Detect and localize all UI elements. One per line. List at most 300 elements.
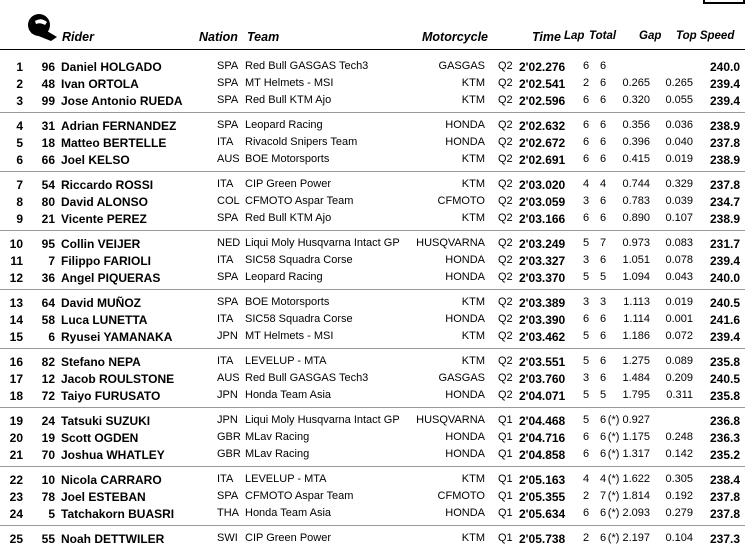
position: 25 <box>9 532 23 546</box>
top-speed: 240.5 <box>709 296 740 310</box>
nation: SPA <box>217 271 239 283</box>
position: 6 <box>16 153 23 167</box>
session: Q2 <box>498 60 513 72</box>
gap-first: 1.484 <box>622 372 650 384</box>
table-row <box>0 488 745 505</box>
rider-name: Filippo FARIOLI <box>61 254 151 268</box>
motorcycle: KTM <box>461 296 485 308</box>
best-lap: 4 <box>583 473 590 485</box>
motorcycle: KTM <box>461 178 485 190</box>
best-lap: 6 <box>583 60 590 72</box>
motorcycle: HONDA <box>445 136 485 148</box>
rider-number: 18 <box>41 136 55 150</box>
position: 13 <box>9 296 23 310</box>
motorcycle: CFMOTO <box>437 490 485 502</box>
gap-previous: 0.078 <box>665 254 693 266</box>
lap-time: 2'03.389 <box>519 296 566 310</box>
session: Q2 <box>498 178 513 190</box>
group-divider <box>0 230 745 231</box>
gap-previous: 0.040 <box>665 136 693 148</box>
table-row <box>0 92 745 109</box>
motorcycle: HONDA <box>445 254 485 266</box>
gap-first: (*) 1.175 <box>607 431 650 443</box>
session: Q1 <box>498 431 513 443</box>
session: Q1 <box>498 490 513 502</box>
team: Rivacold Snipers Team <box>245 136 358 148</box>
nation: ITA <box>217 178 234 190</box>
top-speed: 238.9 <box>709 212 740 226</box>
corner-frame <box>703 0 745 4</box>
gap-previous: 0.089 <box>665 355 693 367</box>
gap-first: 1.051 <box>622 254 650 266</box>
best-lap: 6 <box>583 94 590 106</box>
gap-previous: 0.083 <box>665 237 693 249</box>
rider-number: 48 <box>41 77 55 91</box>
rider-name: Scott OGDEN <box>61 431 139 445</box>
best-lap: 6 <box>583 507 590 519</box>
total-laps: 4 <box>600 178 607 190</box>
motorcycle: GASGAS <box>438 372 485 384</box>
total-laps: 6 <box>600 414 607 426</box>
group-divider <box>0 289 745 290</box>
motorcycle: HUSQVARNA <box>416 414 485 426</box>
position: 20 <box>9 431 23 445</box>
best-lap: 6 <box>583 212 590 224</box>
gap-first: 0.890 <box>622 212 650 224</box>
total-laps: 6 <box>600 212 607 224</box>
position: 4 <box>16 119 23 133</box>
session: Q2 <box>498 330 513 342</box>
lap-time: 2'03.249 <box>519 237 566 251</box>
total-laps: 6 <box>600 60 607 72</box>
team: Honda Team Asia <box>245 389 332 401</box>
gap-first: 0.973 <box>622 237 650 249</box>
top-speed: 235.2 <box>709 448 740 462</box>
gap-previous: 0.311 <box>666 389 693 401</box>
header-nation: Nation <box>199 30 238 44</box>
group-divider <box>0 466 745 467</box>
nation: ITA <box>217 473 234 485</box>
session: Q2 <box>498 296 513 308</box>
rider-number: 80 <box>41 195 55 209</box>
nation: JPN <box>217 414 238 426</box>
motorcycle: GASGAS <box>438 60 485 72</box>
rider-name: Tatsuki SUZUKI <box>61 414 151 428</box>
table-row <box>0 269 745 286</box>
nation: ITA <box>217 254 234 266</box>
position: 5 <box>16 136 23 150</box>
header-total: Total <box>589 30 617 42</box>
session: Q2 <box>498 94 513 106</box>
team: Red Bull GASGAS Tech3 <box>245 60 369 72</box>
top-speed: 236.3 <box>709 431 740 445</box>
top-speed: 240.0 <box>709 271 740 285</box>
top-speed: 237.8 <box>709 136 740 150</box>
motorcycle: KTM <box>461 94 485 106</box>
gap-previous: 0.192 <box>665 490 693 502</box>
position: 19 <box>9 414 23 428</box>
team: Leopard Racing <box>245 271 323 283</box>
gap-first: 0.744 <box>622 178 650 190</box>
nation: AUS <box>217 153 240 165</box>
rider-number: 72 <box>41 389 55 403</box>
nation: THA <box>217 507 239 519</box>
gap-previous: 0.039 <box>665 195 693 207</box>
motorcycle: KTM <box>461 212 485 224</box>
gap-first: (*) 1.814 <box>607 490 650 502</box>
best-lap: 6 <box>583 448 590 460</box>
lap-time: 2'03.462 <box>519 330 566 344</box>
rider-number: 24 <box>41 414 55 428</box>
rider-number: 64 <box>41 296 55 310</box>
gap-previous: 0.305 <box>665 473 693 485</box>
best-lap: 5 <box>583 330 590 342</box>
position: 22 <box>9 473 23 487</box>
total-laps: 6 <box>600 507 607 519</box>
gap-previous: 0.001 <box>665 313 693 325</box>
session: Q2 <box>498 119 513 131</box>
gap-first: 1.186 <box>622 330 650 342</box>
position: 17 <box>9 372 23 386</box>
team: MLav Racing <box>245 448 310 460</box>
top-speed: 238.9 <box>709 153 740 167</box>
rider-name: Riccardo ROSSI <box>61 178 154 192</box>
table-row <box>0 412 745 429</box>
table-row <box>0 117 745 134</box>
gap-first: 1.114 <box>623 313 650 325</box>
best-lap: 6 <box>583 153 590 165</box>
team: MLav Racing <box>245 431 310 443</box>
best-lap: 6 <box>583 431 590 443</box>
lap-time: 2'04.716 <box>519 431 566 445</box>
best-lap: 6 <box>583 313 590 325</box>
nation: GBR <box>217 431 241 443</box>
nation: SPA <box>217 94 239 106</box>
lap-time: 2'03.059 <box>519 195 566 209</box>
lap-time: 2'02.596 <box>519 94 566 108</box>
rider-name: Jacob ROULSTONE <box>61 372 175 386</box>
lap-time: 2'03.166 <box>519 212 566 226</box>
nation: AUS <box>217 372 240 384</box>
position: 15 <box>9 330 23 344</box>
total-laps: 5 <box>600 271 607 283</box>
nation: SWI <box>217 532 238 544</box>
top-speed: 231.7 <box>709 237 740 251</box>
header-gap: Gap <box>639 30 662 42</box>
group-divider <box>0 171 745 172</box>
rider-number: 96 <box>41 60 55 74</box>
rider-name: Ryusei YAMANAKA <box>61 330 173 344</box>
best-lap: 3 <box>583 195 590 207</box>
gap-first: (*) 1.622 <box>607 473 650 485</box>
team: Liqui Moly Husqvarna Intact GP <box>245 414 400 426</box>
best-lap: 6 <box>583 136 590 148</box>
lap-time: 2'03.760 <box>519 372 566 386</box>
gap-first: (*) 1.317 <box>607 448 650 460</box>
gap-previous: 0.019 <box>665 153 693 165</box>
rider-name: Nicola CARRARO <box>61 473 162 487</box>
lap-time: 2'03.390 <box>519 313 566 327</box>
session: Q2 <box>498 313 513 325</box>
motorcycle: HONDA <box>445 313 485 325</box>
best-lap: 3 <box>583 372 590 384</box>
rider-number: 82 <box>41 355 55 369</box>
gap-previous: 0.107 <box>665 212 693 224</box>
total-laps: 6 <box>600 431 607 443</box>
total-laps: 6 <box>600 355 607 367</box>
team: CFMOTO Aspar Team <box>245 490 354 502</box>
gap-previous: 0.209 <box>665 372 693 384</box>
session: Q2 <box>498 271 513 283</box>
best-lap: 2 <box>583 77 590 89</box>
lap-time: 2'05.738 <box>519 532 566 546</box>
total-laps: 6 <box>600 136 607 148</box>
best-lap: 5 <box>583 389 590 401</box>
lap-time: 2'03.370 <box>519 271 566 285</box>
motorcycle: KTM <box>461 473 485 485</box>
motorcycle: HONDA <box>445 119 485 131</box>
top-speed: 241.6 <box>709 313 740 327</box>
position: 11 <box>10 254 23 268</box>
session: Q2 <box>498 153 513 165</box>
motorcycle: KTM <box>461 355 485 367</box>
motorcycle: CFMOTO <box>437 195 485 207</box>
gap-first: 0.265 <box>622 77 650 89</box>
session: Q2 <box>498 389 513 401</box>
nation: COL <box>217 195 240 207</box>
total-laps: 3 <box>600 296 607 308</box>
best-lap: 3 <box>583 296 590 308</box>
team: MT Helmets - MSI <box>245 330 334 342</box>
session: Q2 <box>498 212 513 224</box>
table-row <box>0 210 745 227</box>
table-row <box>0 471 745 488</box>
lap-time: 2'02.672 <box>519 136 566 150</box>
table-row <box>0 311 745 328</box>
team: BOE Motorsports <box>245 153 330 165</box>
lap-time: 2'03.551 <box>519 355 566 369</box>
total-laps: 6 <box>600 313 607 325</box>
header-top-speed: Top Speed <box>676 30 735 42</box>
rider-number: 55 <box>41 532 55 546</box>
top-speed: 235.8 <box>709 355 740 369</box>
team: LEVELUP - MTA <box>245 473 327 485</box>
gap-first: 0.356 <box>622 119 650 131</box>
best-lap: 2 <box>583 532 590 544</box>
group-divider <box>0 348 745 349</box>
gap-first: 0.783 <box>622 195 650 207</box>
lap-time: 2'04.468 <box>519 414 566 428</box>
nation: SPA <box>217 60 239 72</box>
team: CFMOTO Aspar Team <box>245 195 354 207</box>
table-row <box>0 328 745 345</box>
top-speed: 238.9 <box>709 119 740 133</box>
header-motorcycle: Motorcycle <box>422 30 488 44</box>
rider-name: David MUÑOZ <box>61 296 142 310</box>
total-laps: 4 <box>600 473 607 485</box>
table-row <box>0 193 745 210</box>
total-laps: 7 <box>600 490 607 502</box>
lap-time: 2'04.071 <box>519 389 566 403</box>
position: 10 <box>9 237 23 251</box>
top-speed: 237.3 <box>709 532 740 546</box>
motorcycle: HONDA <box>445 431 485 443</box>
gap-previous: 0.072 <box>665 330 693 342</box>
rider-name: Matteo BERTELLE <box>61 136 167 150</box>
motorcycle: HONDA <box>445 507 485 519</box>
position: 23 <box>9 490 23 504</box>
lap-time: 2'05.355 <box>519 490 566 504</box>
position: 14 <box>9 313 23 327</box>
gap-first: (*) 0.927 <box>607 414 650 426</box>
nation: GBR <box>217 448 241 460</box>
gap-previous: 0.055 <box>665 94 693 106</box>
rider-number: 54 <box>41 178 55 192</box>
gap-previous: 0.104 <box>665 532 693 544</box>
lap-time: 2'04.858 <box>519 448 566 462</box>
rider-number: 19 <box>41 431 55 445</box>
gap-previous: 0.019 <box>665 296 693 308</box>
rider-name: Adrian FERNANDEZ <box>61 119 177 133</box>
gap-first: 1.795 <box>622 389 650 401</box>
rider-name: Angel PIQUERAS <box>61 271 161 285</box>
rider-name: David ALONSO <box>61 195 148 209</box>
lap-time: 2'02.541 <box>519 77 566 91</box>
table-row <box>0 294 745 311</box>
rider-name: Daniel HOLGADO <box>61 60 162 74</box>
team: Red Bull GASGAS Tech3 <box>245 372 369 384</box>
table-row <box>0 151 745 168</box>
table-row <box>0 530 745 547</box>
lap-time: 2'03.327 <box>519 254 566 268</box>
gap-first: (*) 2.197 <box>607 532 650 544</box>
position: 21 <box>9 448 23 462</box>
gap-previous: 0.329 <box>665 178 693 190</box>
rider-name: Luca LUNETTA <box>61 313 148 327</box>
total-laps: 6 <box>600 448 607 460</box>
session: Q1 <box>498 448 513 460</box>
table-header <box>0 25 745 50</box>
gap-first: 1.275 <box>622 355 650 367</box>
gap-first: 0.415 <box>622 153 650 165</box>
top-speed: 240.0 <box>709 60 740 74</box>
session: Q2 <box>498 372 513 384</box>
rider-number: 99 <box>41 94 55 108</box>
table-row <box>0 370 745 387</box>
total-laps: 6 <box>600 532 607 544</box>
session: Q2 <box>498 195 513 207</box>
team: CIP Green Power <box>245 532 332 544</box>
position: 24 <box>9 507 23 521</box>
top-speed: 234.7 <box>709 195 740 209</box>
rider-name: Jose Antonio RUEDA <box>61 94 183 108</box>
lap-time: 2'02.632 <box>519 119 566 133</box>
rider-number: 21 <box>41 212 55 226</box>
gap-first: (*) 2.093 <box>607 507 650 519</box>
nation: NED <box>217 237 241 249</box>
rider-name: Stefano NEPA <box>61 355 141 369</box>
lap-time: 2'03.020 <box>519 178 566 192</box>
table-row <box>0 387 745 404</box>
motorcycle: HONDA <box>445 271 485 283</box>
group-divider <box>0 112 745 113</box>
rider-number: 78 <box>41 490 55 504</box>
motorcycle: HONDA <box>445 389 485 401</box>
total-laps: 7 <box>600 237 607 249</box>
nation: SPA <box>217 490 239 502</box>
lap-time: 2'05.163 <box>519 473 566 487</box>
gap-previous: 0.043 <box>665 271 693 283</box>
session: Q1 <box>498 414 513 426</box>
total-laps: 5 <box>600 389 607 401</box>
header-rider: Rider <box>62 30 94 44</box>
table-row <box>0 75 745 92</box>
lap-time: 2'05.634 <box>519 507 566 521</box>
session: Q1 <box>498 532 513 544</box>
top-speed: 238.4 <box>709 473 740 487</box>
rider-name: Tatchakorn BUASRI <box>61 507 175 521</box>
top-speed: 237.8 <box>709 490 740 504</box>
position: 2 <box>16 77 23 91</box>
rider-number: 10 <box>41 473 55 487</box>
session: Q2 <box>498 237 513 249</box>
table-row <box>0 58 745 75</box>
rider-name: Joel ESTEBAN <box>61 490 146 504</box>
rider-number: 36 <box>41 271 55 285</box>
team: Leopard Racing <box>245 119 323 131</box>
table-row <box>0 429 745 446</box>
rider-number: 5 <box>48 507 55 521</box>
group-divider <box>0 525 745 526</box>
table-row <box>0 446 745 463</box>
top-speed: 237.8 <box>709 178 740 192</box>
top-speed: 236.8 <box>709 414 740 428</box>
position: 9 <box>16 212 23 226</box>
table-row <box>0 505 745 522</box>
motorcycle: KTM <box>461 532 485 544</box>
header-lap: Lap <box>564 30 585 42</box>
total-laps: 6 <box>600 77 607 89</box>
rider-helmet-icon <box>25 11 61 47</box>
gap-previous: 0.248 <box>665 431 693 443</box>
lap-time: 2'02.276 <box>519 60 566 74</box>
total-laps: 6 <box>600 195 607 207</box>
top-speed: 239.4 <box>709 254 740 268</box>
team: SIC58 Squadra Corse <box>245 313 353 325</box>
rider-name: Collin VEIJER <box>61 237 141 251</box>
total-laps: 6 <box>600 119 607 131</box>
top-speed: 240.5 <box>709 372 740 386</box>
team: BOE Motorsports <box>245 296 330 308</box>
rider-name: Noah DETTWILER <box>61 532 165 546</box>
rider-name: Joel KELSO <box>61 153 130 167</box>
total-laps: 6 <box>600 372 607 384</box>
gap-previous: 0.142 <box>665 448 693 460</box>
nation: JPN <box>217 330 238 342</box>
top-speed: 239.4 <box>709 330 740 344</box>
nation: ITA <box>217 313 234 325</box>
rider-number: 12 <box>41 372 55 386</box>
gap-previous: 0.265 <box>665 77 693 89</box>
rider-number: 66 <box>41 153 55 167</box>
team: LEVELUP - MTA <box>245 355 327 367</box>
rider-name: Ivan ORTOLA <box>61 77 139 91</box>
motorcycle: KTM <box>461 153 485 165</box>
best-lap: 5 <box>583 237 590 249</box>
gap-first: 1.094 <box>622 271 650 283</box>
best-lap: 3 <box>583 254 590 266</box>
nation: SPA <box>217 296 239 308</box>
